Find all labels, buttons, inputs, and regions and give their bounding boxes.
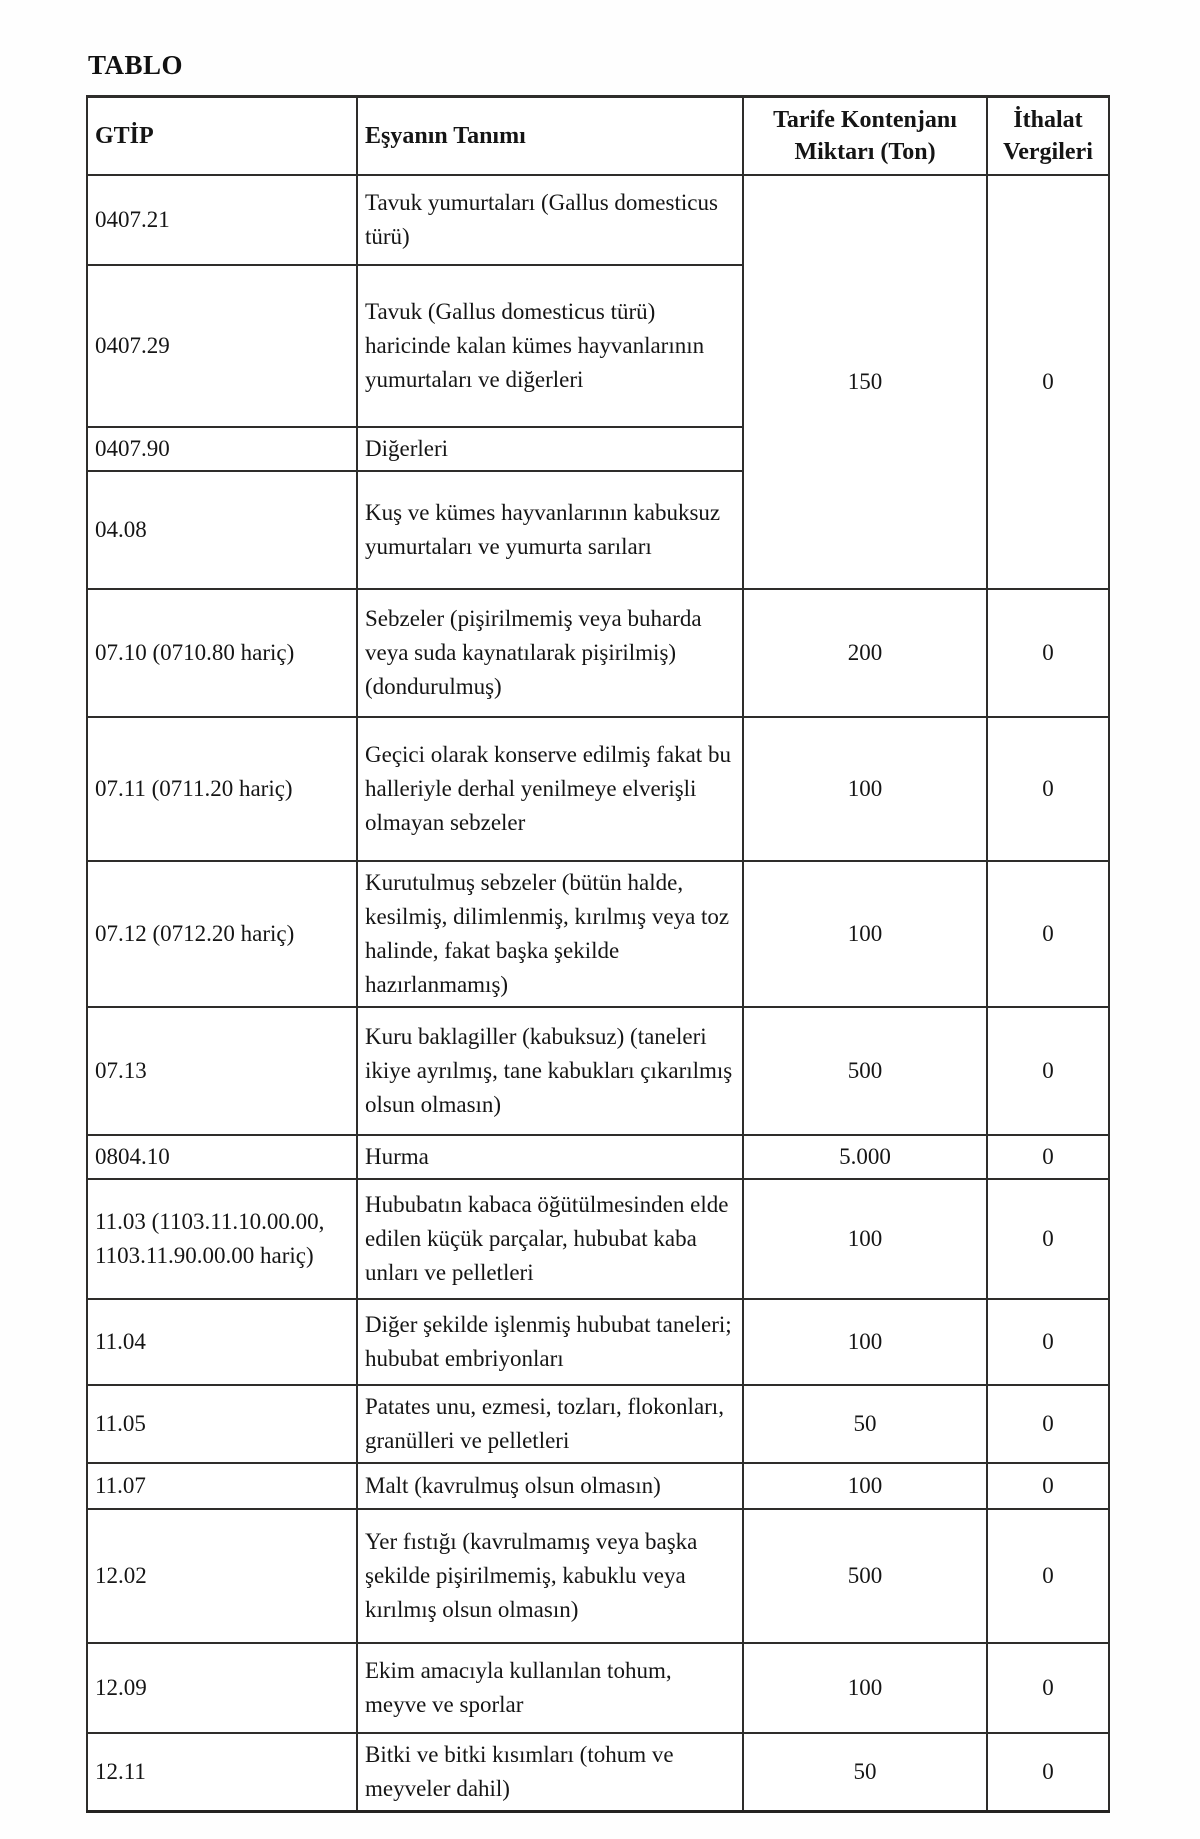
- table-row: [87, 1007, 1109, 1135]
- tariff-quota-table: [86, 95, 1110, 1813]
- goods-description: Tavuk yumurtaları (Gallus domesticus türü): [357, 175, 743, 265]
- duty-value: 0: [987, 1385, 1109, 1463]
- table-row: [87, 1733, 1109, 1812]
- gtip-code: 04.08: [87, 471, 357, 589]
- gtip-code: 07.11 (0711.20 hariç): [87, 717, 357, 861]
- page-title: TABLO: [88, 50, 184, 80]
- table-row: [87, 717, 1109, 861]
- gtip-code: 12.02: [87, 1509, 357, 1643]
- duty-value: 0: [987, 1643, 1109, 1733]
- duty-value: 0: [987, 589, 1109, 717]
- duty-value: 0: [987, 175, 1109, 589]
- quota-value: 50: [743, 1385, 987, 1463]
- gtip-code: 0407.21: [87, 175, 357, 265]
- gtip-code: 12.09: [87, 1643, 357, 1733]
- gtip-code: 12.11: [87, 1733, 357, 1812]
- gtip-code: 11.04: [87, 1299, 357, 1385]
- header-row: [87, 97, 1109, 175]
- quota-value: 200: [743, 589, 987, 717]
- goods-description: Hurma: [357, 1135, 743, 1179]
- quota-value: 100: [743, 1299, 987, 1385]
- goods-description: Tavuk (Gallus domesticus türü) haricinde kalan kümes hayvanlarının yumurtaları ve diğerleri: [357, 265, 743, 427]
- header-gtip: GTİP: [87, 97, 357, 175]
- quota-value: 100: [743, 1643, 987, 1733]
- quota-value: 50: [743, 1733, 987, 1812]
- header-quota: Tarife Kontenjanı Miktarı (Ton): [743, 97, 987, 175]
- gtip-code: 0407.29: [87, 265, 357, 427]
- goods-description: Kuru baklagiller (kabuksuz) (taneleri ikiye ayrılmış, tane kabukları çıkarılmış olsun olmasın): [357, 1007, 743, 1135]
- goods-description: Diğerleri: [357, 427, 743, 471]
- gtip-code: 07.13: [87, 1007, 357, 1135]
- goods-description: Sebzeler (pişirilmemiş veya buharda veya suda kaynatılarak pişirilmiş) (dondurulmuş): [357, 589, 743, 717]
- duty-value: 0: [987, 1733, 1109, 1812]
- goods-description: Yer fıstığı (kavrulmamış veya başka şekilde pişirilmemiş, kabuklu veya kırılmış olsun olmasın): [357, 1509, 743, 1643]
- duty-value: 0: [987, 1509, 1109, 1643]
- goods-description: Hububatın kabaca öğütülmesinden elde edilen küçük parçalar, hububat kaba unları ve pelletleri: [357, 1179, 743, 1299]
- duty-value: 0: [987, 1179, 1109, 1299]
- gtip-code: 07.10 (0710.80 hariç): [87, 589, 357, 717]
- quota-value: 100: [743, 861, 987, 1007]
- table-row: [87, 175, 1109, 265]
- table-row: [87, 1179, 1109, 1299]
- quota-value: 500: [743, 1509, 987, 1643]
- table-row: [87, 1135, 1109, 1179]
- table-row: [87, 1299, 1109, 1385]
- quota-value: 100: [743, 1463, 987, 1509]
- goods-description: Ekim amacıyla kullanılan tohum, meyve ve sporlar: [357, 1643, 743, 1733]
- duty-value: 0: [987, 1007, 1109, 1135]
- goods-description: Diğer şekilde işlenmiş hububat taneleri; hububat embriyonları: [357, 1299, 743, 1385]
- header-duty: İthalat Vergileri: [987, 97, 1109, 175]
- quota-value: 100: [743, 1179, 987, 1299]
- table-row: [87, 589, 1109, 717]
- duty-value: 0: [987, 1135, 1109, 1179]
- duty-value: 0: [987, 1463, 1109, 1509]
- duty-value: 0: [987, 861, 1109, 1007]
- quota-value: 500: [743, 1007, 987, 1135]
- gtip-code: 0407.90: [87, 427, 357, 471]
- table-row: [87, 1385, 1109, 1463]
- gtip-code: 07.12 (0712.20 hariç): [87, 861, 357, 1007]
- table-row: [87, 1509, 1109, 1643]
- goods-description: Geçici olarak konserve edilmiş fakat bu halleriyle derhal yenilmeye elverişli olmayan sebzeler: [357, 717, 743, 861]
- quota-value: 100: [743, 717, 987, 861]
- table-row: [87, 1463, 1109, 1509]
- gtip-code: 11.05: [87, 1385, 357, 1463]
- goods-description: Bitki ve bitki kısımları (tohum ve meyveler dahil): [357, 1733, 743, 1812]
- gtip-code: 11.07: [87, 1463, 357, 1509]
- gtip-code: 0804.10: [87, 1135, 357, 1179]
- quota-value: 150: [743, 175, 987, 589]
- goods-description: Patates unu, ezmesi, tozları, flokonları, granülleri ve pelletleri: [357, 1385, 743, 1463]
- header-description: Eşyanın Tanımı: [357, 97, 743, 175]
- duty-value: 0: [987, 717, 1109, 861]
- table-row: [87, 1643, 1109, 1733]
- quota-value: 5.000: [743, 1135, 987, 1179]
- duty-value: 0: [987, 1299, 1109, 1385]
- gtip-code: 11.03 (1103.11.10.00.00, 1103.11.90.00.00 hariç): [87, 1179, 357, 1299]
- goods-description: Malt (kavrulmuş olsun olmasın): [357, 1463, 743, 1509]
- table-row: [87, 861, 1109, 1007]
- goods-description: Kurutulmuş sebzeler (bütün halde, kesilmiş, dilimlenmiş, kırılmış veya toz halinde, fakat başka şekilde hazırlanmamış): [357, 861, 743, 1007]
- goods-description: Kuş ve kümes hayvanlarının kabuksuz yumurtaları ve yumurta sarıları: [357, 471, 743, 589]
